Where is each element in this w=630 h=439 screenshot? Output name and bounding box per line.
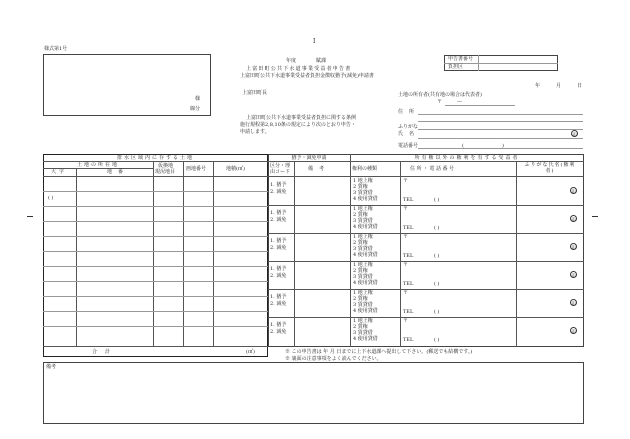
kubun-option-1[interactable]: 1. 猶予 bbox=[270, 294, 287, 300]
rights-tel-parens: ( ) bbox=[434, 309, 440, 315]
row1-paren: ( ) bbox=[48, 195, 54, 201]
remarks-label: 備考 bbox=[46, 364, 57, 370]
v-name bbox=[516, 161, 517, 347]
form-number: 様式第1号 bbox=[44, 46, 68, 52]
date-year: 年 bbox=[535, 83, 541, 89]
total-unit: (㎡) bbox=[246, 349, 255, 355]
rights-tel: TEL bbox=[403, 309, 414, 315]
total-label: 合計 bbox=[92, 349, 119, 355]
kubun-option-1[interactable]: 1. 猶予 bbox=[270, 322, 287, 328]
office-row1: 申告書番号 bbox=[448, 56, 474, 62]
rights-tel-parens: ( ) bbox=[434, 281, 440, 287]
land-row-line bbox=[43, 311, 268, 312]
col-gaiku-header: 画地番号 bbox=[186, 166, 207, 172]
kubun-option-2[interactable]: 2. 減免 bbox=[270, 245, 287, 251]
group-land-header: 排水区域内に存する土地 bbox=[116, 155, 194, 161]
right-option-4[interactable]: 4 使用貸借 bbox=[353, 280, 378, 286]
land-row-line bbox=[43, 206, 268, 207]
owner-phone-paren-open: ( bbox=[462, 143, 464, 149]
rights-tel: TEL bbox=[403, 337, 414, 343]
note-line2: ※ 裏面の注意事項をよく読んでください。 bbox=[285, 356, 382, 362]
office-box-vdivider bbox=[478, 55, 479, 71]
rights-row-line bbox=[268, 317, 584, 318]
owner-phone-label: 電話番号 bbox=[398, 143, 419, 149]
right-option-1[interactable]: 1 地上権 bbox=[353, 318, 373, 324]
title-line1: 上富田町公共下水道事業受益者申告書 bbox=[246, 66, 352, 72]
rights-table-frame bbox=[268, 154, 584, 347]
rights-tel: TEL bbox=[403, 281, 414, 287]
rights-row-line bbox=[268, 233, 584, 234]
right-option-2[interactable]: 2 質権 bbox=[353, 212, 368, 218]
v-righttype bbox=[400, 161, 401, 347]
kubun-option-2[interactable]: 2. 減免 bbox=[270, 301, 287, 307]
land-row-line bbox=[43, 221, 268, 222]
col-kubun-header: 区分・理由コード bbox=[270, 163, 291, 175]
col-kaichi-header: 仮換地 bbox=[158, 163, 174, 169]
right-option-2[interactable]: 2 質権 bbox=[353, 240, 368, 246]
rights-row-line bbox=[268, 289, 584, 290]
right-option-2[interactable]: 2 質権 bbox=[353, 184, 368, 190]
rights-tel: TEL bbox=[403, 253, 414, 259]
v-kaichi bbox=[183, 161, 184, 346]
right-option-1[interactable]: 1 地上権 bbox=[353, 290, 373, 296]
stamp-box bbox=[43, 54, 211, 116]
owner-postal: 〒 bbox=[437, 99, 443, 105]
left-margin-mark bbox=[27, 216, 33, 217]
stamp-label-sen: 線分 bbox=[190, 106, 201, 112]
rights-tel: TEL bbox=[403, 197, 414, 203]
right-option-1[interactable]: 1 地上権 bbox=[353, 206, 373, 212]
postal-underline bbox=[445, 105, 515, 106]
total-row-line bbox=[43, 346, 268, 347]
right-option-3[interactable]: 3 賃貸借 bbox=[353, 330, 373, 336]
right-option-1[interactable]: 1 地上権 bbox=[353, 178, 373, 184]
remarks-box[interactable] bbox=[43, 362, 584, 424]
right-option-3[interactable]: 3 賃貸借 bbox=[353, 302, 373, 308]
kubun-option-1[interactable]: 1. 猶予 bbox=[270, 210, 287, 216]
rights-tel-parens: ( ) bbox=[434, 337, 440, 343]
rights-postal: 〒 bbox=[403, 290, 409, 296]
land-row-line bbox=[43, 296, 268, 297]
right-option-3[interactable]: 3 賃貸借 bbox=[353, 274, 373, 280]
rights-seal: 印 bbox=[571, 217, 576, 222]
land-row-line bbox=[43, 251, 268, 252]
kubun-option-1[interactable]: 1. 猶予 bbox=[270, 182, 287, 188]
right-option-3[interactable]: 3 賃貸借 bbox=[353, 218, 373, 224]
right-option-4[interactable]: 4 使用貸借 bbox=[353, 336, 378, 342]
right-option-3[interactable]: 3 賃貸借 bbox=[353, 246, 373, 252]
v-remarks bbox=[350, 154, 351, 347]
col-remarks-header: 備考 bbox=[308, 166, 331, 172]
v-kubun bbox=[294, 161, 295, 347]
rights-postal: 〒 bbox=[403, 318, 409, 324]
col-right-type-header: 権利の種類 bbox=[352, 166, 378, 172]
rights-tel-parens: ( ) bbox=[434, 253, 440, 259]
right-margin-mark bbox=[592, 216, 598, 217]
note-line1: ※ この申告書は 年 月 日までに上下水道課へ提出して下さい。(郵送でも結構です。) bbox=[285, 349, 473, 355]
col-address-phone-header: 住所・電話番号 bbox=[410, 166, 456, 172]
addressee: 上富田町長 bbox=[242, 90, 268, 96]
right-option-4[interactable]: 4 使用貸借 bbox=[353, 224, 378, 230]
kubun-option-2[interactable]: 2. 減免 bbox=[270, 329, 287, 335]
top-mark: I bbox=[313, 38, 316, 45]
rights-postal: 〒 bbox=[403, 262, 409, 268]
kubun-option-2[interactable]: 2. 減免 bbox=[270, 189, 287, 195]
col-chiban-header: 地番 bbox=[107, 169, 130, 175]
land-row-line bbox=[43, 281, 268, 282]
rights-postal: 〒 bbox=[403, 178, 409, 184]
owner-postal-dash: — bbox=[457, 99, 462, 105]
land-row-line bbox=[43, 326, 268, 327]
phone-underline[interactable] bbox=[418, 148, 583, 149]
header-line-3 bbox=[43, 176, 584, 177]
rights-seal: 印 bbox=[571, 245, 576, 250]
right-option-1[interactable]: 1 地上権 bbox=[353, 262, 373, 268]
rights-row-line bbox=[268, 261, 584, 262]
v-oaza bbox=[76, 168, 77, 346]
rights-seal: 印 bbox=[571, 189, 576, 194]
address-underline[interactable] bbox=[418, 114, 583, 115]
rights-tel-parens: ( ) bbox=[434, 225, 440, 231]
kubun-option-1[interactable]: 1. 猶予 bbox=[270, 266, 287, 272]
kubun-option-1[interactable]: 1. 猶予 bbox=[270, 238, 287, 244]
owner-address-label: 住所 bbox=[398, 109, 421, 115]
right-option-2[interactable]: 2 質権 bbox=[353, 296, 368, 302]
col-oaza-header: 大字 bbox=[51, 169, 68, 175]
col-location-header: 土地の所在地 bbox=[76, 162, 119, 168]
body-line1: 上富田町公共下水道事業受益者負担に関する条例 bbox=[246, 115, 357, 121]
rights-seal: 印 bbox=[571, 301, 576, 306]
right-option-3[interactable]: 3 賃貸借 bbox=[353, 190, 373, 196]
v-gaiku bbox=[213, 161, 214, 346]
name-underline[interactable] bbox=[418, 138, 583, 139]
land-row-line bbox=[43, 191, 268, 192]
date-month: 月 bbox=[556, 83, 562, 89]
right-option-2[interactable]: 2 質権 bbox=[353, 324, 368, 330]
v-chiban bbox=[153, 161, 154, 346]
rights-seal: 印 bbox=[571, 273, 576, 278]
right-option-4[interactable]: 4 使用貸借 bbox=[353, 252, 378, 258]
rights-tel-parens: ( ) bbox=[434, 197, 440, 203]
address-underline-2[interactable] bbox=[418, 121, 583, 122]
rights-tel: TEL bbox=[403, 225, 414, 231]
group-rights-header: 所有権以外の権利を有する受益者 bbox=[414, 155, 520, 161]
body-line3: 申請します。 bbox=[240, 129, 270, 135]
col-name-header: ふりがな氏名(権利者) bbox=[524, 162, 576, 174]
group-request-header: 猶予・減免申請 bbox=[291, 155, 327, 161]
rights-postal: 〒 bbox=[403, 206, 409, 212]
right-option-2[interactable]: 2 質権 bbox=[353, 268, 368, 274]
right-option-4[interactable]: 4 使用貸借 bbox=[353, 196, 378, 202]
rights-seal: 印 bbox=[571, 329, 576, 334]
body-line2: 施行規程第2,8,10条の規定により次のとおり申告・ bbox=[240, 122, 356, 128]
col-area-header: 地積(㎡) bbox=[226, 166, 245, 172]
owner-heading: 土地の所有者(共有地の場合は代表者) bbox=[398, 92, 482, 98]
owner-phone-paren-close: ) bbox=[502, 143, 504, 149]
owner-seal: 印 bbox=[572, 132, 577, 137]
date-day: 日 bbox=[577, 83, 583, 89]
office-row2: 負担区 bbox=[448, 64, 464, 70]
kubun-option-2[interactable]: 2. 減免 bbox=[270, 217, 287, 223]
land-row-line bbox=[43, 266, 268, 267]
title-line2: 上富田町公共下水道事業受益者負担金徴収猶予(減免)申請書 bbox=[240, 73, 374, 79]
kubun-option-2[interactable]: 2. 減免 bbox=[270, 273, 287, 279]
stamp-label-sama: 様 bbox=[195, 96, 201, 102]
col-kaichi-sub-header: 現況地目 bbox=[155, 169, 176, 175]
title-fuka: 賦課 bbox=[316, 58, 327, 64]
rights-postal: 〒 bbox=[403, 234, 409, 240]
rights-row-line bbox=[268, 205, 584, 206]
land-row-line bbox=[43, 236, 268, 237]
owner-name-label: 氏名 bbox=[398, 131, 421, 137]
title-year: 年度 bbox=[286, 58, 297, 64]
right-option-1[interactable]: 1 地上権 bbox=[353, 234, 373, 240]
furigana-underline[interactable] bbox=[418, 129, 583, 130]
owner-furigana-label: ふりがな bbox=[398, 124, 419, 130]
right-option-4[interactable]: 4 使用貸借 bbox=[353, 308, 378, 314]
